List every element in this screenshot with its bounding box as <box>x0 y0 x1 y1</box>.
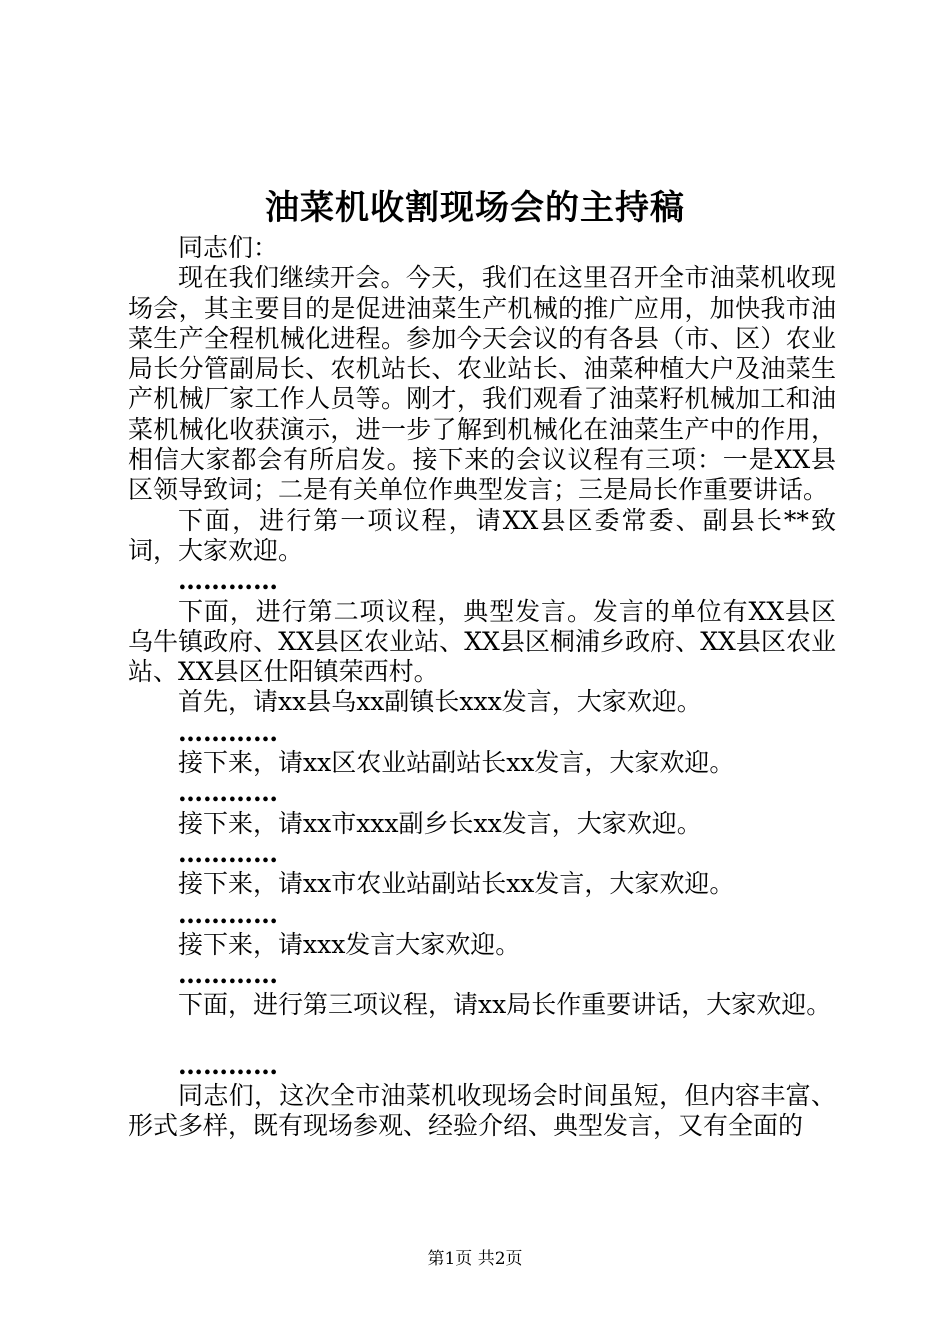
paragraph-agenda-two: 下面，进行第二项议程，典型发言。发言的单位有XX县区乌牛镇政府、XX县区农业站、XX县区桐浦乡政府、XX县区农业站、XX县区仕阳镇荣西村。 <box>128 596 836 687</box>
ellipsis-2: ………… <box>178 717 278 747</box>
paragraph-intro: 现在我们继续开会。今天，我们在这里召开全市油菜机收现场会，其主要目的是促进油菜生产机械的推广应用，加快我市油菜生产全程机械化进程。参加今天会议的有各县（市、区）农业局长分管副局长、农机站长、农业站长、油菜种植大户及油菜生产机械厂家工作人员等。刚才，我们观看了油菜籽机械加工和油菜机械化收获演示，进一步了解到机械化在油菜生产中的作用，相信大家都会有所启发。接下来的会议议程有三项：一是XX县区领导致词；二是有关单位作典型发言；三是局长作重要讲话。 <box>128 263 836 505</box>
ellipsis-6: ………… <box>178 960 278 990</box>
document-title: 油菜机收割现场会的主持稿 <box>265 188 685 228</box>
speaker-line-1: 首先，请xx县乌xx副镇长xxx发言，大家欢迎。 <box>178 687 702 717</box>
speaker-line-2: 接下来，请xx区农业站副站长xx发言，大家欢迎。 <box>178 748 735 778</box>
paragraph-agenda-three: 下面，进行第三项议程，请xx局长作重要讲话，大家欢迎。 <box>178 990 832 1020</box>
paragraph-agenda-one: 下面，进行第一项议程，请XX县区委常委、副县长**致词，大家欢迎。 <box>128 505 836 565</box>
page-indicator: 第1页 共2页 <box>427 1249 523 1269</box>
speaker-line-3: 接下来，请xx市xxx副乡长xx发言，大家欢迎。 <box>178 808 702 838</box>
greeting: 同志们： <box>178 233 279 262</box>
ellipsis-5: ………… <box>178 899 278 929</box>
ellipsis-7: ………… <box>178 1050 278 1080</box>
paragraph-closing: 同志们，这次全市油菜机收现场会时间虽短，但内容丰富、形式多样，既有现场参观、经验介绍、典型发言，又有全面的 <box>128 1081 836 1141</box>
ellipsis-1: ………… <box>178 566 278 596</box>
ellipsis-4: ………… <box>178 838 278 868</box>
speaker-line-4: 接下来，请xx市农业站副站长xx发言，大家欢迎。 <box>178 869 735 899</box>
speaker-line-5: 接下来，请xxx发言大家欢迎。 <box>178 929 521 959</box>
document-body <box>128 233 836 1142</box>
ellipsis-3: ………… <box>178 778 278 808</box>
